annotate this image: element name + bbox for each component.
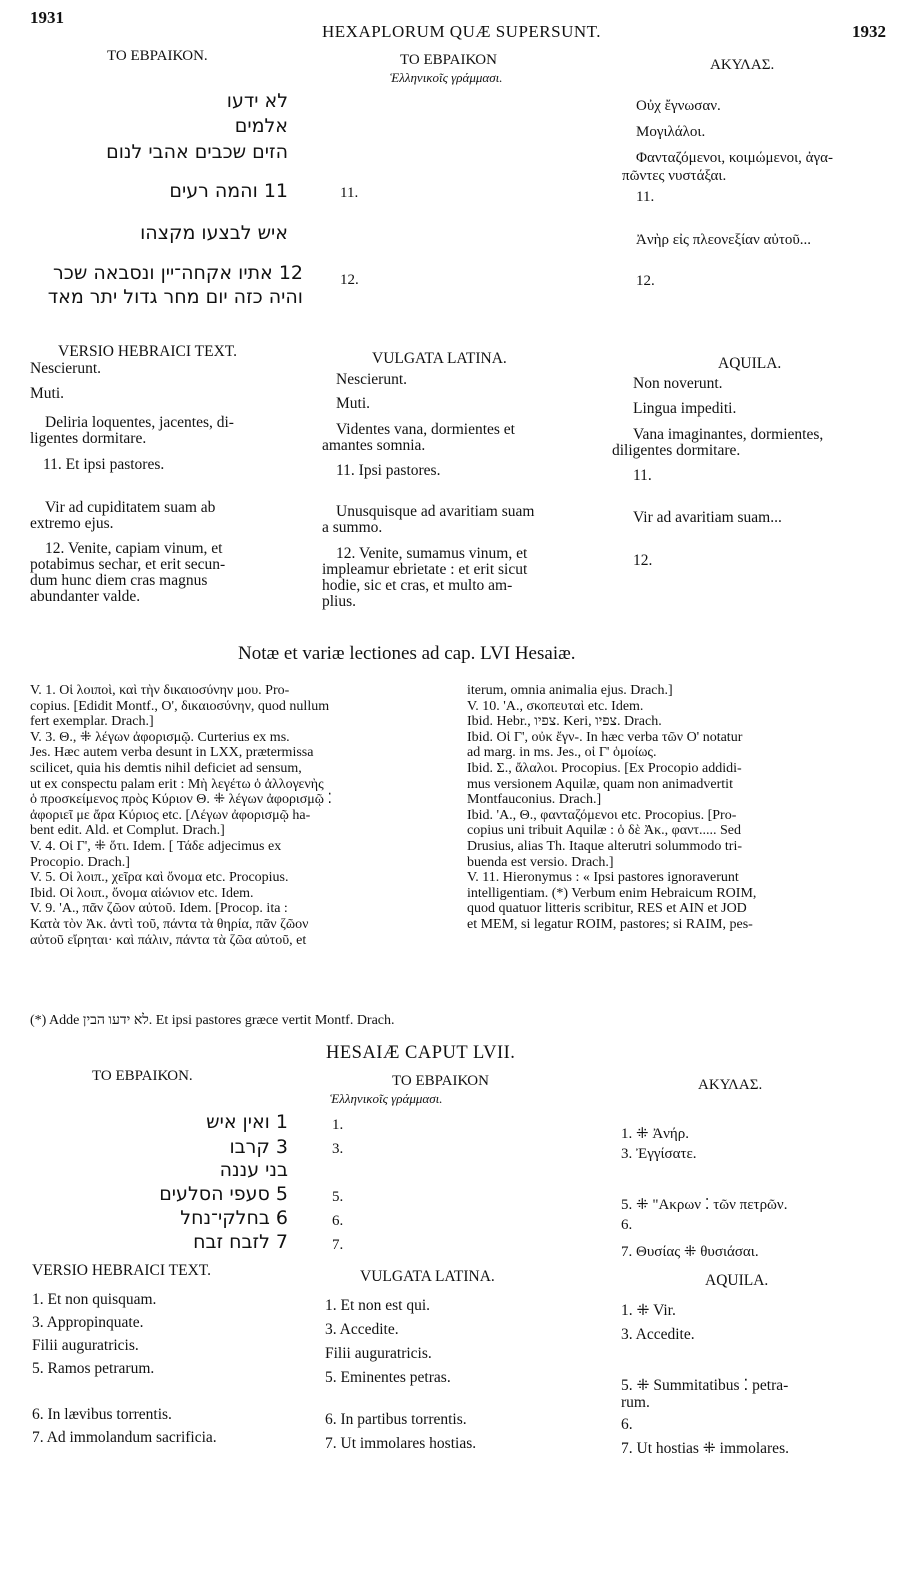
versio-line: 3. Appropinquate.	[32, 1314, 144, 1331]
note-line: buenda est versio. Drach.]	[467, 854, 614, 870]
aquila-latin-line: Non noverunt.	[633, 375, 723, 392]
hebrew-line: 3 קרבו	[229, 1136, 288, 1158]
note-line: Κατὰ τὸν Ἀκ. ἀντὶ τοῦ, πάντα τὰ θηρία, πᾶν ζῶον	[30, 916, 309, 932]
hebrew-line: הזים שכבים אהבי לנום	[106, 141, 288, 163]
aquila-latin-line: 11.	[633, 467, 652, 484]
verse-number: 3.	[332, 1141, 344, 1157]
aquila-latin-line: Vir ad avaritiam suam...	[633, 509, 782, 526]
note-line: copius uni tribuit Aquilæ : ὁ δὲ Ἀκ., φαντ..... Sed	[467, 823, 742, 839]
note-line: Ibid. Hebr., צפיו. Keri, צפיו. Drach.	[467, 714, 662, 730]
note-line: V. 5. Οἱ λοιπ., χεῖρα καὶ ὄνομα etc. Procopius.	[30, 870, 289, 886]
aquila-latin-line: 1. ⁜ Vir.	[621, 1302, 676, 1319]
col-head-aquila: ΑΚΥΛΑΣ.	[698, 1077, 763, 1093]
vulgata-line: 3. Accedite.	[325, 1321, 399, 1338]
aquila-latin-line: 7. Ut hostias ⁜ immolares.	[621, 1440, 789, 1457]
verse-number: 12.	[340, 272, 359, 288]
note-line: V. 1. Οἱ λοιποὶ, καὶ τὴν δικαιοσύνην μου. Pro-	[30, 683, 290, 698]
vulgata-line: Filii auguratricis.	[325, 1345, 432, 1362]
note-line: iterum, omnia animalia ejus. Drach.]	[467, 683, 673, 698]
vulgata-heading: VULGATA LATINA.	[372, 350, 507, 367]
col-head-translit-sub: Ἑλληνικοῖς γράμμασι.	[330, 1091, 443, 1106]
aquila-line: Φανταζόμενοι, κοιμώμενοι, ἀγα-	[636, 150, 833, 166]
note-line: V. 9. 'Α., πᾶν ζῶον αὐτοῦ. Idem. [Procop. ita :	[30, 901, 288, 917]
col-head-translit-sub: Ἑλληνικοῖς γράμμασι.	[390, 70, 503, 85]
aquila-line: 6.	[621, 1217, 633, 1233]
aquila-line: 3. Ἐγγίσατε.	[621, 1146, 697, 1162]
aquila-line: 12.	[636, 273, 655, 289]
chapter-title: HESAIÆ CAPUT LVII.	[326, 1043, 516, 1063]
notes-right-column	[467, 683, 887, 933]
note-line: quod quatuor litteris scribitur, RES et AIN et JOD	[467, 901, 747, 917]
vulgata-line: a summo.	[322, 519, 383, 536]
note-line: V. 11. Hieronymus : « Ipsi pastores ignoraverunt	[467, 870, 739, 886]
running-title: HEXAPLORUM QUÆ SUPERSUNT.	[322, 22, 602, 41]
versio-line: 6. In lævibus torrentis.	[32, 1406, 172, 1423]
note-line: scilicet, quia his demtis nihil deficiet ad sensum,	[30, 760, 302, 776]
note-line: bent edit. Ald. et Complut. Drach.]	[30, 823, 225, 839]
col-head-translit: ΤΟ ΕΒΡΑΙΚΟΝ	[392, 1073, 489, 1089]
note-line: Ibid. Οἱ λοιπ., ὄνομα αἰώνιον etc. Idem.	[30, 885, 254, 901]
aquila-latin-line: 3. Accedite.	[621, 1326, 695, 1343]
vulgata-heading: VULGATA LATINA.	[360, 1268, 495, 1285]
aquila-line: 5. ⁜ "Ακρων ⁚ τῶν πετρῶν.	[621, 1197, 788, 1213]
aquila-latin-line: rum.	[621, 1394, 650, 1411]
aquila-latin-line: Lingua impediti.	[633, 400, 737, 417]
versio-line: 7. Ad immolandum sacrificia.	[32, 1429, 217, 1446]
aquila-line: Οὐχ ἔγνωσαν.	[636, 98, 721, 114]
aquila-line: πῶντες νυστάξαι.	[622, 168, 727, 184]
verse-number: 7.	[332, 1237, 344, 1253]
aquila-line: 1. ⁜ Ἀνήρ.	[621, 1126, 690, 1142]
vulgata-line: 1. Et non est qui.	[325, 1297, 431, 1314]
note-line: copius. [Edidit Montf., Ο', δικαιοσύνην, quod nullum	[30, 698, 330, 714]
note-line: Jes. Hæc autem verba desunt in LXX, prætermissa	[30, 745, 314, 761]
versio-heading: VERSIO HEBRAICI TEXT.	[32, 1262, 211, 1279]
versio-line: Filii auguratricis.	[32, 1337, 139, 1354]
col-head-translit: ΤΟ ΕΒΡΑΙΚΟΝ	[400, 52, 497, 68]
hebrew-line: 6 בחלקי־נחל	[180, 1207, 288, 1229]
verse-number: 6.	[332, 1213, 344, 1229]
versio-line: 5. Ramos petrarum.	[32, 1360, 155, 1377]
vulgata-line: Muti.	[336, 395, 371, 412]
aquila-line: Μογιλάλοι.	[636, 124, 706, 140]
vulgata-line: 6. In partibus torrentis.	[325, 1411, 467, 1428]
aquila-latin-line: 12.	[633, 552, 653, 569]
hebrew-line: 1 ואין איש	[206, 1111, 288, 1133]
note-line: et MEM, si legatur ROIM, pastores; si RAIM, pes-	[467, 916, 753, 932]
aquila-latin-line: 5. ⁜ Summitatibus ⁚ petra-	[621, 1377, 789, 1394]
versio-line: 11. Et ipsi pastores.	[43, 456, 165, 473]
vulgata-line: Videntes vana, dormientes et	[336, 421, 515, 438]
note-line: αὐτοῦ εἴρηται· καὶ πάλιν, πάντα τὰ ζῶα αὐτοῦ, et	[30, 932, 307, 948]
note-line: V. 4. Οἱ Γ', ⁜ ὅτι. Idem. [ Τάδε adjecimus ex	[30, 838, 282, 854]
vulgata-line: hodie, sic et cras, et multo am-	[322, 577, 513, 594]
notes-left-column	[30, 683, 456, 948]
vulgata-line: 12. Venite, sumamus vinum, et	[336, 545, 528, 562]
col-head-hebrew: ΤΟ ΕΒΡΑΙΚΟΝ.	[107, 48, 208, 64]
note-line: V. 10. 'Α., σκοπευταὶ etc. Idem.	[467, 698, 644, 714]
page-number-left: 1931	[30, 8, 64, 27]
vulgata-line: Unusquisque ad avaritiam suam	[336, 503, 535, 520]
versio-heading: VERSIO HEBRAICI TEXT.	[58, 343, 237, 360]
versio-line: Vir ad cupiditatem suam ab	[45, 499, 216, 516]
col-head-aquila: ΑΚΥΛΑΣ.	[710, 57, 775, 73]
vulgata-line: amantes somnia.	[322, 437, 426, 454]
note-line: fert exemplar. Drach.]	[30, 714, 154, 730]
aquila-line: 7. Θυσίας ⁜ θυσιάσαι.	[621, 1244, 759, 1260]
footnote: (*) Adde לא ידעו הבין. Et ipsi pastores græce vertit Montf. Drach.	[30, 1013, 395, 1028]
note-line: intelligentiam. (*) Verbum enim Hebraicum ROIM,	[467, 885, 757, 901]
note-line: ὁ προσκείμενος πρὸς Κύριον Θ. ⁜ λέγων ἀφορισμῷ ⁚	[30, 792, 332, 808]
vulgata-line: 7. Ut immolares hostias.	[325, 1435, 477, 1452]
verse-number: 5.	[332, 1189, 344, 1205]
hebrew-line: לא ידעו	[226, 90, 288, 112]
hebrew-line: 5 סעפי הסלעים	[159, 1183, 288, 1205]
hebrew-line: אלמים	[234, 115, 288, 137]
versio-line: Nescierunt.	[30, 360, 102, 377]
aquila-latin-line: 6.	[621, 1416, 633, 1433]
vulgata-line: 5. Eminentes petras.	[325, 1369, 451, 1386]
note-line: ἀφοριεῖ με ἄρα Κύριος etc. [Λέγων ἀφορισμῷ ha-	[30, 807, 311, 823]
col-head-hebrew: ΤΟ ΕΒΡΑΙΚΟΝ.	[92, 1068, 193, 1084]
note-line: ut ex conspectu palam erit : Μὴ λεγέτω ὁ ἀλλογενὴς	[30, 776, 324, 792]
aquila-latin-heading: AQUILA.	[705, 1272, 769, 1289]
versio-line: extremo ejus.	[30, 515, 114, 532]
hebrew-line: 7 לזבח זבח	[193, 1231, 288, 1253]
note-line: Ibid. 'Α., Θ., φανταζόμενοι etc. Procopius. [Pro-	[467, 807, 737, 823]
vulgata-line: 11. Ipsi pastores.	[336, 462, 441, 479]
hebrew-line: איש לבצעו מקצהו	[140, 222, 288, 244]
versio-line: Muti.	[30, 385, 65, 402]
hebrew-line: 12 אתיו אקחה־יין ונסבאה שכר	[53, 262, 303, 284]
versio-line: 12. Venite, capiam vinum, et	[45, 540, 223, 557]
versio-line: abundanter valde.	[30, 588, 141, 605]
versio-line: ligentes dormitare.	[30, 430, 147, 447]
note-line: mus versionem Aquilæ, quam non animadvertit	[467, 776, 733, 792]
note-line: Drusius, alias Th. Itaque alterutri solummodo tri-	[467, 838, 743, 854]
hebrew-line: בני עננה	[219, 1159, 288, 1181]
aquila-line: Ἀνὴρ εἰς πλεονεξίαν αὐτοῦ...	[636, 232, 812, 248]
aquila-latin-heading: AQUILA.	[718, 355, 782, 372]
versio-line: Deliria loquentes, jacentes, di-	[45, 414, 234, 431]
vulgata-line: impleamur ebrietate : et erit sicut	[322, 561, 528, 578]
aquila-latin-line: Vana imaginantes, dormientes,	[633, 426, 824, 443]
note-line: Procopio. Drach.]	[30, 854, 130, 870]
note-line: Ibid. Σ., ἄλαλοι. Procopius. [Ex Procopio addidi-	[467, 760, 742, 776]
aquila-line: 11.	[636, 189, 655, 205]
notes-heading: Notæ et variæ lectiones ad cap. LVI Hesaiæ.	[238, 643, 576, 664]
versio-line: dum hunc diem cras magnus	[30, 572, 208, 589]
versio-line: 1. Et non quisquam.	[32, 1291, 157, 1308]
note-line: V. 3. Θ., ⁜ λέγων ἀφορισμῷ. Curterius ex ms.	[30, 729, 290, 745]
note-line: Montfauconius. Drach.]	[467, 792, 602, 808]
note-line: Ibid. Οἱ Γ', οὐκ ἔγν-. In hæc verba τῶν Ο' notatur	[467, 729, 743, 745]
verse-number: 1.	[332, 1117, 344, 1133]
note-line: ad marg. in ms. Jes., οἱ Γ' ὁμοίως.	[467, 745, 657, 761]
versio-line: potabimus sechar, et erit secun-	[30, 556, 226, 573]
page-number-right: 1932	[852, 22, 886, 41]
hebrew-line: 11 והמה רעים	[169, 180, 288, 202]
vulgata-line: plius.	[322, 593, 357, 610]
vulgata-line: Nescierunt.	[336, 371, 408, 388]
verse-number: 11.	[340, 185, 359, 201]
aquila-latin-line: diligentes dormitare.	[612, 442, 741, 459]
hebrew-line: והיה כזה יום מחר גדול יתר מאד	[47, 286, 303, 308]
